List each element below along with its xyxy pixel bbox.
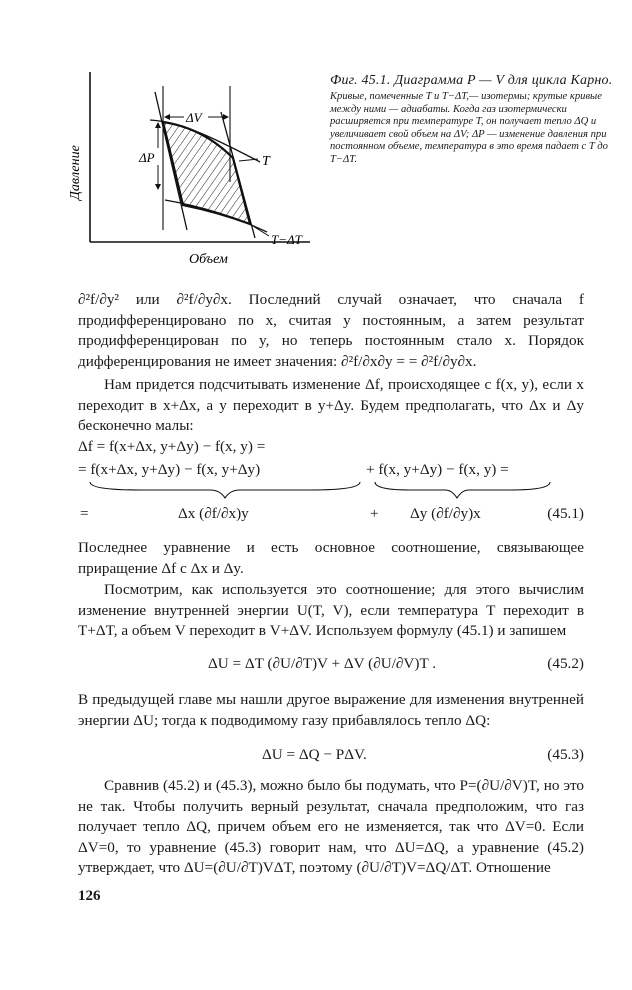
- pv-diagram: [55, 62, 315, 272]
- equation-45-1-line-2b: + f(x, y+Δy) − f(x, y) =: [366, 461, 509, 478]
- equation-45-1-term-dy: Δy (∂f/∂y)x: [410, 505, 481, 522]
- equation-45-1-term-dx: Δx (∂f/∂x)y: [178, 505, 249, 522]
- isotherm-T-label: T: [262, 154, 270, 169]
- paragraph-2: Нам придется подсчитывать изменение Δf, происходящее с f(x, y), если x переходит в x+Δx, а y переходит в y+Δy. Будем предполагать, что Δx и Δy бесконечно малы:: [78, 376, 584, 435]
- paragraph-5: В предыдущей главе мы нашли другое выражение для изменения внутренней энергии ΔU; тогда к подводимому газу прибавлялось тепло ΔQ:: [78, 691, 584, 729]
- equation-45-1-line-1: Δf = f(x+Δx, y+Δy) − f(x, y) =: [78, 438, 266, 455]
- equation-45-3: ΔU = ΔQ − PΔV.: [262, 746, 367, 763]
- caption-title: Фиг. 45.1. Диаграмма P — V для цикла Карно.: [330, 73, 613, 88]
- paragraph-1: ∂²f/∂y² или ∂²f/∂y∂x. Последний случай означает, что сначала f продифференцировано по x, считая y постоянным, а затем результат продифференцирован по y, но теперь постоянным стало x. Порядок дифференцирования не имеет значения: ∂²f/∂x∂y = = ∂²f/∂y∂x.: [78, 291, 584, 370]
- paragraph-6: Сравнив (45.2) и (45.3), можно было бы подумать, что P=(∂U/∂V)T, но это не так. Чтобы получить верный результат, сначала предположим, что газ получает тепло ΔQ, причем объем его не изменяется, так что ΔV=0. Если ΔV=0, то уравнение (45.3) говорит нам, что ΔU=ΔQ, а уравнение (45.2) утверждает, что ΔU=(∂U/∂T)VΔT, поэтому (∂U/∂T)V=ΔQ/ΔT. Отношение: [78, 777, 584, 877]
- equation-45-1-line-2a: = f(x+Δx, y+Δy) − f(x, y+Δy): [78, 461, 261, 478]
- underbraces: [80, 480, 580, 500]
- equation-45-1-plus: +: [370, 505, 379, 522]
- equation-45-1-equals: =: [80, 505, 89, 522]
- y-axis-label: Давление: [68, 145, 83, 200]
- caption-body: Кривые, помеченные T и T−ΔT,— изотермы; крутые кривые между ними — адиабаты. Когда газ изотермически расширяется при температуре T, он получает тепло ΔQ и увеличивает свой объем на ΔV; ΔP — изменение давления при постоянном объеме, температура в это время падает с T до T−ΔT.: [330, 91, 608, 165]
- x-axis-label: Объем: [189, 252, 228, 267]
- delta-p-label: ΔP: [139, 150, 155, 165]
- page-number: 126: [78, 888, 101, 904]
- equation-45-2: ΔU = ΔT (∂U/∂T)V + ΔV (∂U/∂V)T .: [208, 655, 437, 672]
- paragraph-4: Посмотрим, как используется это соотношение; для этого вычислим изменение внутренней энергии U(T, V), если температура T переходит в T+ΔT, а объем V переходит в V+ΔV. Используем формулу (45.1) и запишем: [78, 581, 584, 640]
- equation-45-2-number: (45.2): [547, 655, 584, 672]
- figure-caption: [330, 72, 615, 167]
- equation-45-1-number: (45.1): [547, 505, 584, 522]
- paragraph-3: Последнее уравнение и есть основное соотношение, связывающее приращение Δf с Δx и Δy.: [78, 539, 584, 577]
- delta-v-label: ΔV: [186, 110, 202, 125]
- equation-45-3-number: (45.3): [547, 746, 584, 763]
- isotherm-T-minus-dT-label: T−ΔT: [271, 232, 302, 247]
